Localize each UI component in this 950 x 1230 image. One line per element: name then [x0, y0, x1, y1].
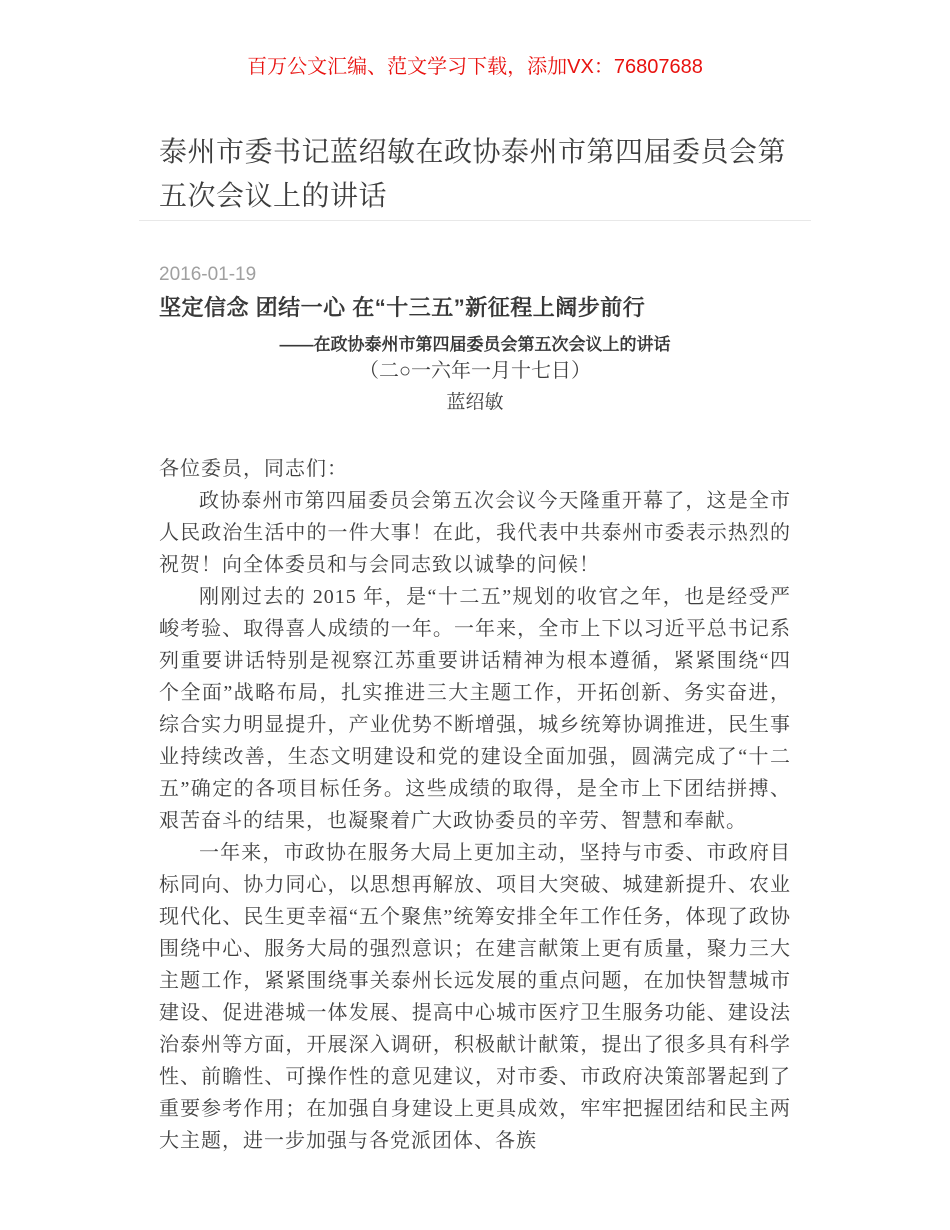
- title-divider: [139, 220, 811, 221]
- article-meta: [139, 263, 811, 415]
- document-page: [139, 0, 811, 1157]
- speech-author: 蓝绍敏: [446, 392, 504, 413]
- speech-subtitle: ——在政协泰州市第四届委员会第五次会议上的讲话: [279, 335, 671, 354]
- paragraph-cppcc-work: 一年来，市政协在服务大局上更加主动，坚持与市委、市政府目标同向、协力同心，以思想再解放、项目大突破、城建新提升、农业现代化、民生更幸福“五个聚焦”统筹安排全年工作任务，体现了政协围绕中心、服务大局的强烈意识；在建言献策上更有质量，聚力三大主题工作，紧紧围绕事关泰州长远发展的重点问题，在加快智慧城市建设、促进港城一体发展、提高中心城市医疗卫生服务功能、建设法治泰州等方面，开展深入调研，积极献计献策，提出了很多具有科学性、前瞻性、可操作性的意见建议，对市委、市政府决策部署起到了重要参考作用；在加强自身建设上更具成效，牢牢把握团结和民主两大主题，进一步加强与各党派团体、各族: [159, 842, 791, 1152]
- article-date: 2016-01-19: [159, 264, 257, 285]
- paragraph-opening: 政协泰州市第四届委员会第五次会议今天隆重开幕了，这是全市人民政治生活中的一件大事！在此，我代表中共泰州市委表示热烈的祝贺！向全体委员和与会同志致以诚挚的问候！: [159, 490, 791, 576]
- page-title: 泰州市委书记蓝绍敏在政协泰州市第四届委员会第五次会议上的讲话: [159, 136, 787, 211]
- promo-banner: 百万公文汇编、范文学习下载，添加VX：76807688: [247, 56, 703, 78]
- speech-body: [139, 453, 811, 1157]
- paragraph-review-2015: 刚刚过去的 2015 年，是“十二五”规划的收官之年，也是经受严峻考验、取得喜人成绩的一年。一年来，全市上下以习近平总书记系列重要讲话特别是视察江苏重要讲话精神为根本遵循，紧紧围绕“四个全面”战略布局，扎实推进三大主题工作，开拓创新、务实奋进，综合实力明显提升，产业优势不断增强，城乡统筹协调推进，民生事业持续改善，生态文明建设和党的建设全面加强，圆满完成了“十二五”确定的各项目标任务。这些成绩的取得，是全市上下团结拼搏、艰苦奋斗的结果，也凝聚着广大政协委员的辛劳、智慧和奉献。: [159, 586, 791, 832]
- speech-dateline: （二○一六年一月十七日）: [358, 360, 592, 382]
- paragraph-salutation: 各位委员，同志们：: [159, 458, 348, 480]
- speech-headline: 坚定信念 团结一心 在“十三五”新征程上阔步前行: [159, 295, 646, 320]
